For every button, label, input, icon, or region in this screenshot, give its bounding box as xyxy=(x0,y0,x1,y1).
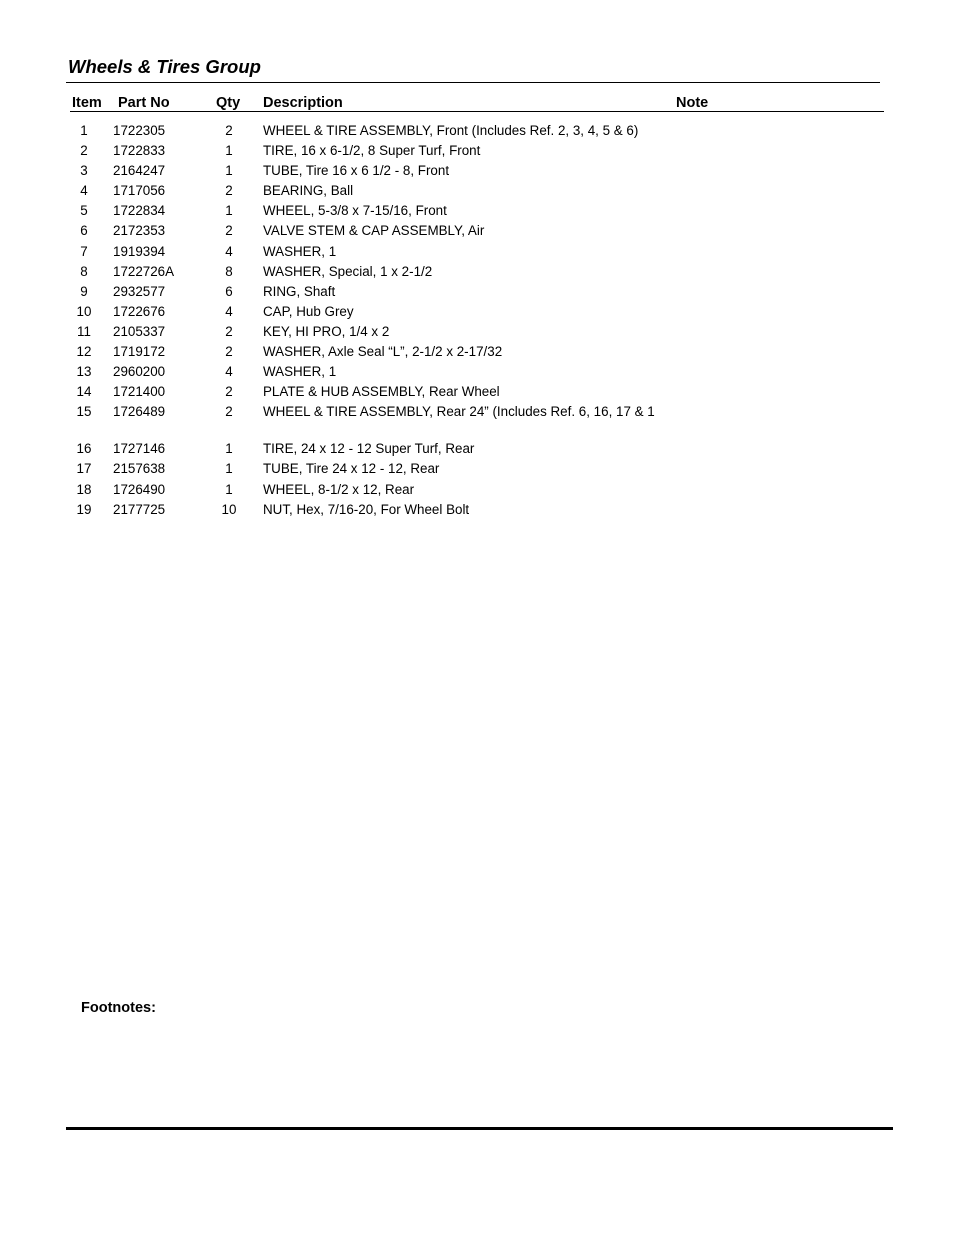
cell-part-no: 1722833 xyxy=(113,143,166,159)
cell-part-no: 2177725 xyxy=(113,501,166,517)
table-row xyxy=(0,402,954,439)
table-row xyxy=(0,459,954,479)
cell-item: 14 xyxy=(76,384,92,400)
cell-qty: 6 xyxy=(225,283,233,299)
cell-item: 11 xyxy=(77,323,91,339)
parts-table xyxy=(0,121,954,520)
table-row xyxy=(0,161,954,181)
page-title: Wheels & Tires Group xyxy=(68,56,261,77)
cell-part-no: 1722834 xyxy=(113,203,166,219)
cell-item: 18 xyxy=(76,481,92,497)
cell-item: 6 xyxy=(80,223,88,239)
cell-qty: 2 xyxy=(225,223,233,239)
cell-description: TIRE, 24 x 12 - 12 Super Turf, Rear xyxy=(263,441,475,457)
cell-description: PLATE & HUB ASSEMBLY, Rear Wheel xyxy=(263,384,500,400)
table-row xyxy=(0,181,954,201)
cell-part-no: 1717056 xyxy=(113,183,166,199)
cell-part-no: 2932577 xyxy=(113,283,166,299)
cell-qty: 1 xyxy=(225,143,233,159)
cell-description: WASHER, 1 xyxy=(263,364,337,380)
column-header-part-no: Part No xyxy=(118,95,170,111)
column-header-qty: Qty xyxy=(216,95,241,111)
table-row xyxy=(0,201,954,221)
table-row xyxy=(0,282,954,302)
footnotes-label: Footnotes: xyxy=(81,1000,156,1016)
cell-item: 10 xyxy=(76,303,92,319)
cell-part-no: 1722726A xyxy=(113,263,175,279)
cell-qty: 1 xyxy=(225,441,233,457)
table-row xyxy=(0,439,954,459)
cell-description: WHEEL, 5-3/8 x 7-15/16, Front xyxy=(263,203,447,219)
cell-qty: 10 xyxy=(221,501,237,517)
cell-item: 5 xyxy=(80,203,88,219)
cell-qty: 1 xyxy=(225,203,233,219)
cell-part-no: 1722305 xyxy=(113,123,166,138)
cell-description: WASHER, Axle Seal “L”, 2-1/2 x 2-17/32 xyxy=(263,344,503,360)
cell-description: RING, Shaft xyxy=(263,283,336,299)
table-row xyxy=(0,121,954,141)
cell-part-no: 1722676 xyxy=(113,303,166,319)
cell-description: TUBE, Tire 16 x 6 1/2 - 8, Front xyxy=(263,163,450,179)
cell-description: KEY, HI PRO, 1/4 x 2 xyxy=(263,323,390,339)
table-row xyxy=(0,221,954,241)
cell-item: 8 xyxy=(80,263,88,279)
footer-divider xyxy=(66,1127,893,1130)
cell-part-no: 2172353 xyxy=(113,223,166,239)
cell-description: WASHER, Special, 1 x 2-1/2 xyxy=(263,263,433,279)
table-row xyxy=(0,342,954,362)
cell-item: 19 xyxy=(76,501,92,517)
column-header-item: Item xyxy=(72,95,102,111)
cell-part-no: 1726490 xyxy=(113,481,166,497)
table-row xyxy=(0,262,954,282)
cell-qty: 4 xyxy=(225,364,233,380)
cell-item: 13 xyxy=(76,364,92,380)
table-row xyxy=(0,141,954,161)
cell-description: TUBE, Tire 24 x 12 - 12, Rear xyxy=(263,461,440,477)
cell-item: 17 xyxy=(76,461,92,477)
cell-part-no: 1721400 xyxy=(113,384,166,400)
cell-part-no: 2164247 xyxy=(113,163,166,179)
table-header xyxy=(0,94,954,112)
cell-qty: 2 xyxy=(225,183,233,199)
cell-item: 15 xyxy=(76,404,92,420)
cell-item: 12 xyxy=(76,344,92,360)
table-row xyxy=(0,500,954,520)
cell-part-no: 2960200 xyxy=(113,364,166,380)
cell-description: VALVE STEM & CAP ASSEMBLY, Air xyxy=(263,223,485,239)
title-divider xyxy=(66,82,880,83)
cell-description: TIRE, 16 x 6-1/2, 8 Super Turf, Front xyxy=(263,143,481,159)
cell-part-no: 1726489 xyxy=(113,404,166,420)
cell-description: WHEEL & TIRE ASSEMBLY, Front (Includes Ref. 2, 3, 4, 5 & 6) xyxy=(263,123,639,138)
column-header-description: Description xyxy=(263,95,343,111)
table-row xyxy=(0,242,954,262)
cell-item: 2 xyxy=(80,143,88,159)
header-divider xyxy=(70,111,884,112)
table-row xyxy=(0,302,954,322)
cell-qty: 2 xyxy=(225,123,233,138)
cell-qty: 4 xyxy=(225,243,233,259)
cell-item: 16 xyxy=(76,441,92,457)
table-row xyxy=(0,480,954,500)
cell-description: BEARING, Ball xyxy=(263,183,354,199)
cell-description: WHEEL & TIRE ASSEMBLY, Rear 24” (Includes Ref. 6, 16, 17 & 1 xyxy=(263,404,655,420)
cell-item: 9 xyxy=(80,283,88,299)
cell-item: 7 xyxy=(80,243,88,259)
table-row xyxy=(0,322,954,342)
cell-description: WHEEL, 8-1/2 x 12, Rear xyxy=(263,481,415,497)
cell-part-no: 1919394 xyxy=(113,243,166,259)
cell-item: 1 xyxy=(80,123,88,138)
cell-qty: 2 xyxy=(225,384,233,400)
cell-qty: 1 xyxy=(225,481,233,497)
cell-qty: 8 xyxy=(225,263,233,279)
cell-qty: 2 xyxy=(225,323,233,339)
cell-qty: 2 xyxy=(225,404,233,420)
cell-part-no: 2157638 xyxy=(113,461,166,477)
cell-qty: 2 xyxy=(225,344,233,360)
cell-part-no: 1719172 xyxy=(113,344,166,360)
cell-description: WASHER, 1 xyxy=(263,243,337,259)
cell-part-no: 1727146 xyxy=(113,441,166,457)
cell-qty: 4 xyxy=(225,303,233,319)
cell-description: CAP, Hub Grey xyxy=(263,303,354,319)
cell-qty: 1 xyxy=(225,461,233,477)
cell-item: 4 xyxy=(80,183,88,199)
column-header-note: Note xyxy=(676,95,709,111)
table-row xyxy=(0,382,954,402)
cell-description: NUT, Hex, 7/16-20, For Wheel Bolt xyxy=(263,501,470,517)
cell-item: 3 xyxy=(80,163,88,179)
table-row xyxy=(0,362,954,382)
cell-qty: 1 xyxy=(225,163,233,179)
cell-part-no: 2105337 xyxy=(113,323,166,339)
